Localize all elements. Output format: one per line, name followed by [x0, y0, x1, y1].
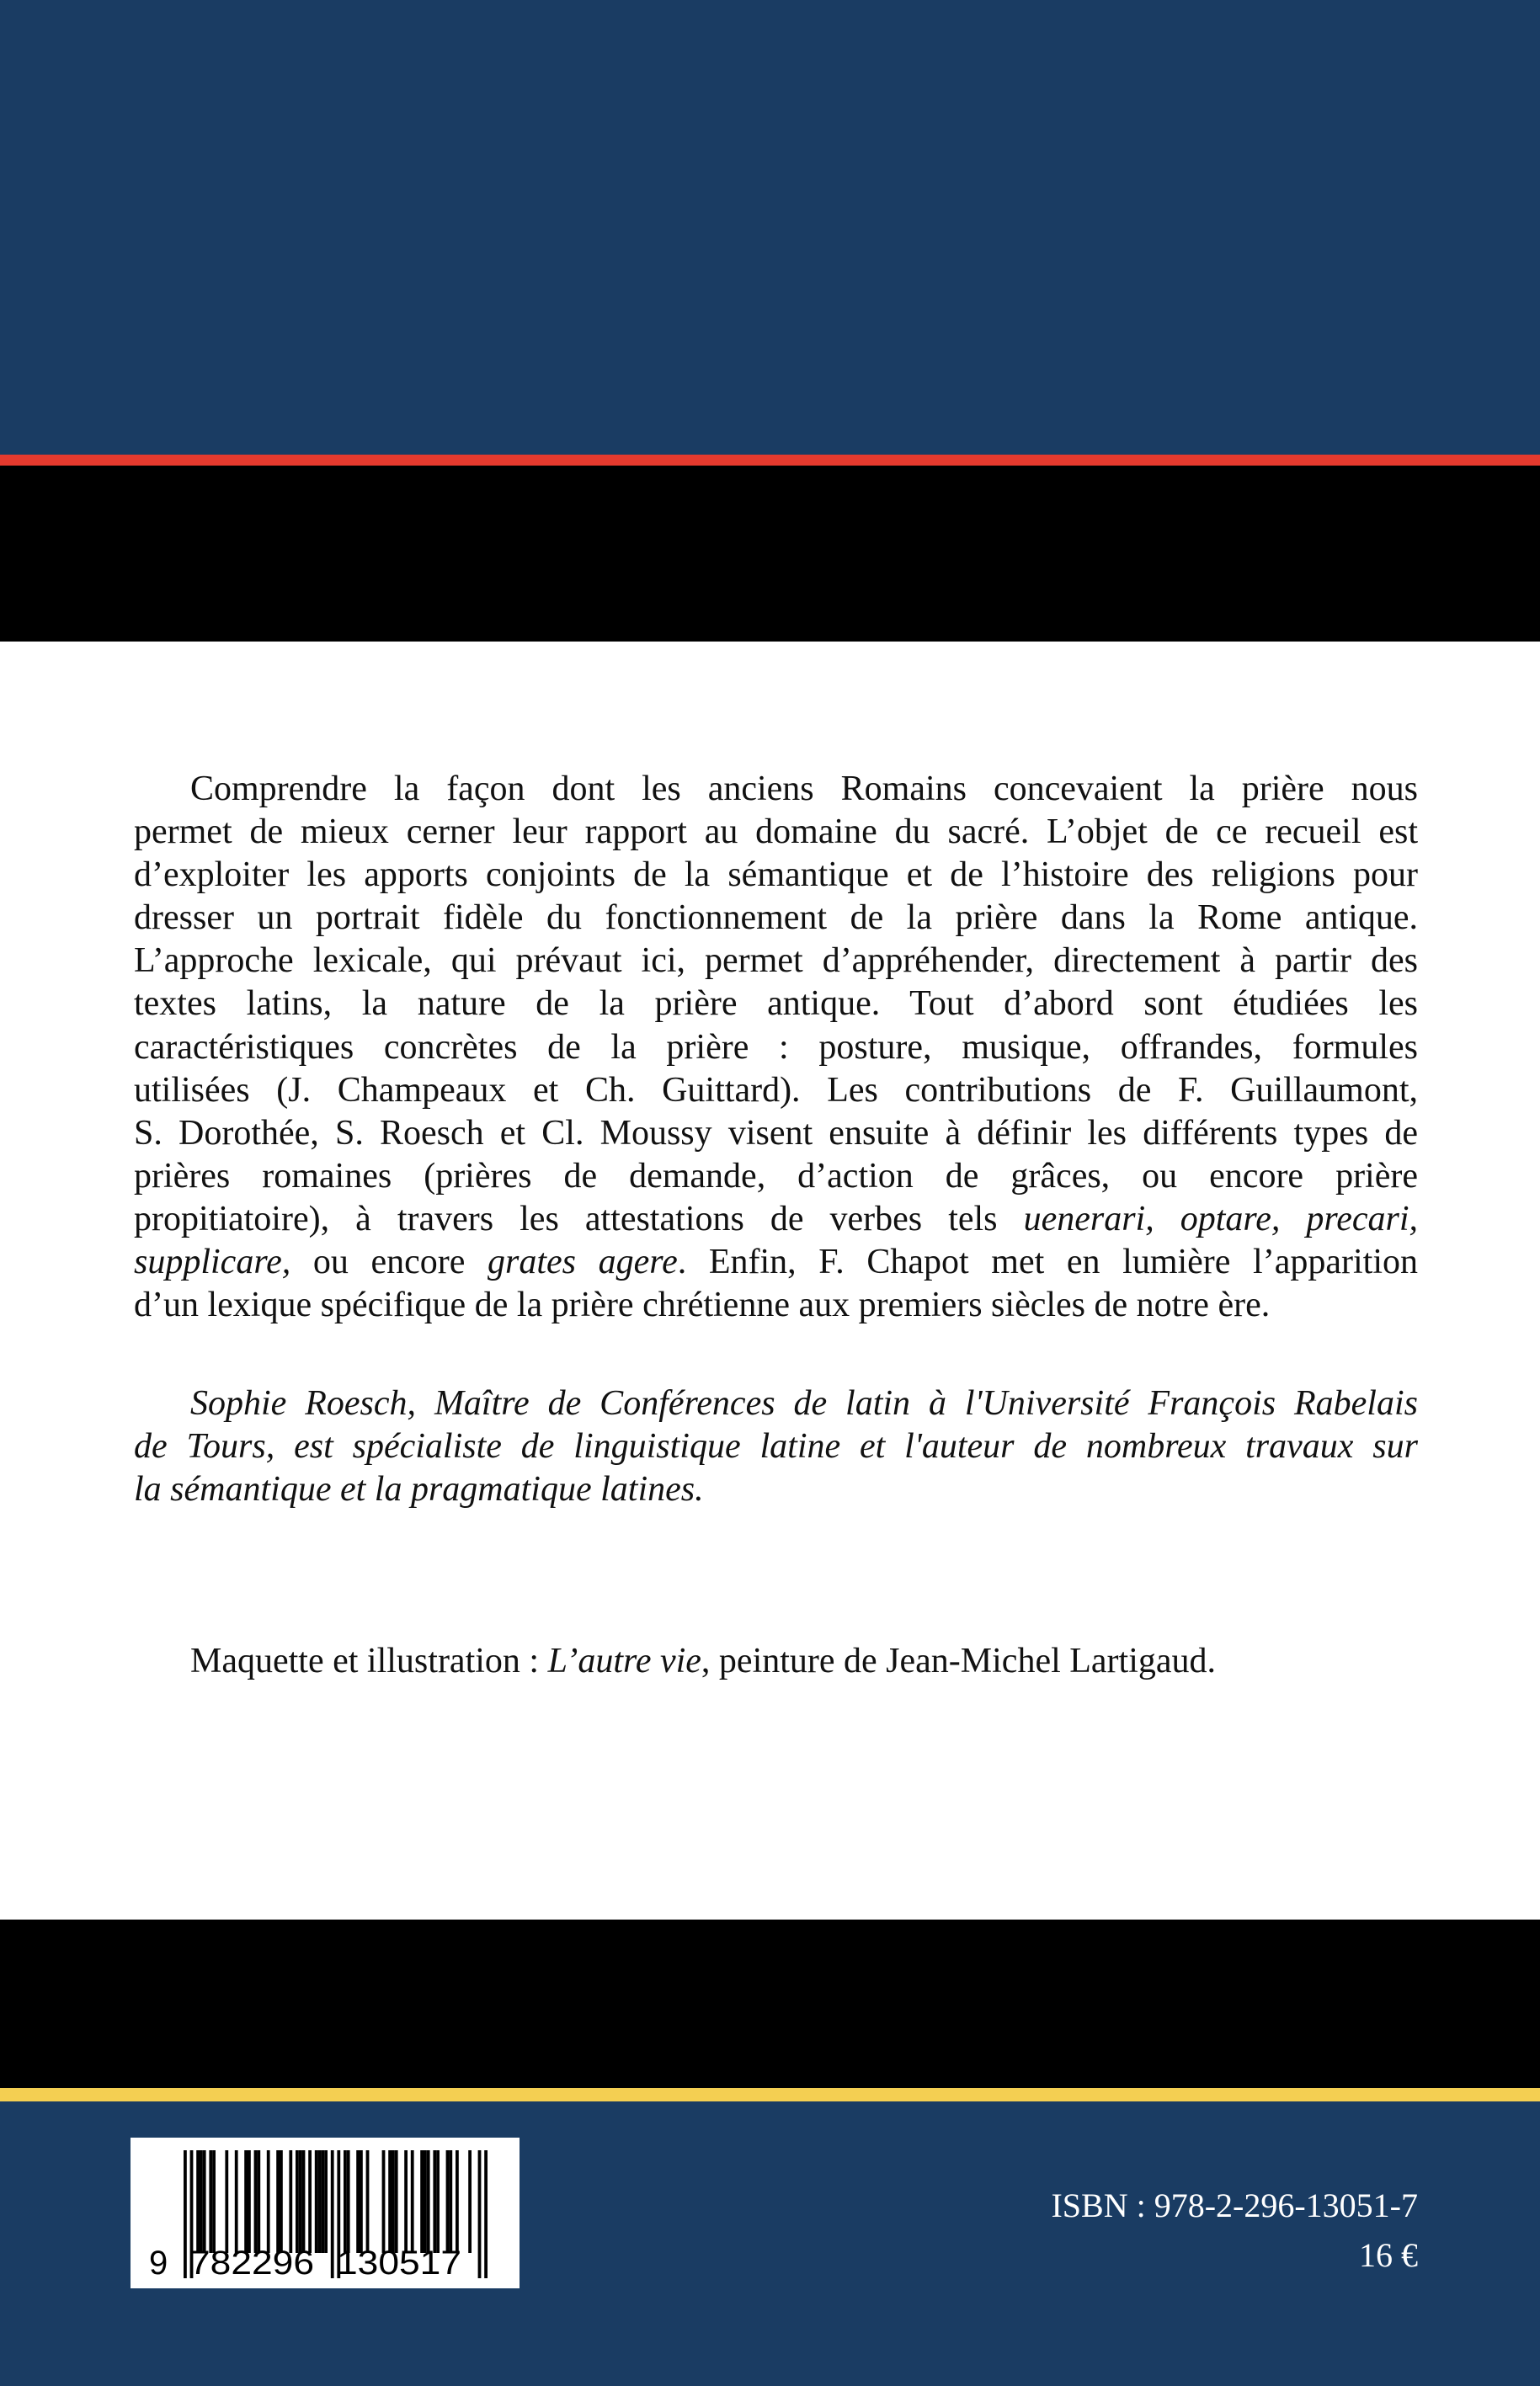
barcode-bar — [324, 2150, 328, 2253]
barcode-first-digit: 9 — [149, 2245, 168, 2282]
credit-suffix: , peinture de Jean-Michel Lartigaud. — [701, 1642, 1217, 1680]
text-segment: permet de mieux cerner leur rapport au domaine du sacré. L’objet de ce recueil est — [134, 812, 1418, 852]
barcode-bar — [209, 2150, 212, 2253]
barcode-bar — [299, 2150, 302, 2253]
barcode-bar — [302, 2150, 306, 2253]
barcode-bar — [203, 2150, 206, 2253]
barcode-bar — [456, 2150, 459, 2253]
cover-credit — [190, 1640, 1216, 1683]
text-segment: d’exploiter les apports conjoints de la sémantique et de l’histoire des religions pour — [134, 855, 1418, 895]
italic-term: grates agere — [488, 1243, 678, 1282]
text-line — [134, 1026, 1418, 1069]
credit-prefix: Maquette et illustration : — [190, 1642, 548, 1680]
barcode-bar — [395, 2150, 398, 2253]
text-line — [134, 768, 1418, 811]
barcode-bar — [411, 2150, 414, 2253]
barcode-bar — [289, 2150, 292, 2253]
summary-paragraph — [134, 768, 1418, 1327]
barcode-bar — [347, 2150, 350, 2253]
barcode-bar — [433, 2150, 436, 2253]
text-line — [134, 1425, 1418, 1468]
barcode-bar — [424, 2150, 427, 2253]
barcode-bar — [360, 2150, 363, 2253]
yellow-stripe — [0, 2088, 1540, 2101]
text-segment: caractéristiques concrètes de la prière : posture, musique, offrandes, formules — [134, 1027, 1418, 1067]
text-segment: la sémantique et la pragmatique latines. — [134, 1470, 704, 1510]
barcode-bar — [235, 2150, 238, 2253]
text-segment: L’approche lexicale, qui prévaut ici, permet d’appréhender, directement à partir des — [134, 941, 1418, 981]
barcode-left-digits: 782296 — [189, 2245, 314, 2282]
text-line — [134, 1241, 1418, 1284]
author-bio-paragraph — [134, 1382, 1418, 1511]
italic-term: supplicare, — [134, 1243, 291, 1282]
text-segment: utilisées (J. Champeaux et Ch. Guittard). Les contributions de F. Guillaumont, — [134, 1070, 1418, 1110]
text-line — [134, 1069, 1418, 1112]
text-segment: de Tours, est spécialiste de linguistique latine et l'auteur de nombreux travaux sur — [134, 1427, 1418, 1467]
text-segment: Comprendre la façon dont les anciens Romains concevaient la prière nous — [190, 770, 1418, 808]
barcode-bar — [382, 2150, 386, 2253]
barcode-bar — [356, 2150, 360, 2253]
barcode-bar — [318, 2150, 322, 2253]
text-segment: . Enfin, F. Chapot met en lumière l’apparition — [677, 1243, 1418, 1282]
barcode-bar — [254, 2150, 258, 2253]
barcode-bar — [321, 2150, 324, 2253]
text-line — [134, 1468, 1418, 1511]
text-line — [134, 1198, 1418, 1241]
barcode-bar — [449, 2150, 452, 2253]
italic-term: uenerari, optare, precari, — [1023, 1199, 1418, 1238]
top-black-band — [0, 466, 1540, 642]
barcode-bars — [131, 2138, 520, 2288]
text-segment: Sophie Roesch, Maître de Conférences de latin à l'Université François Rabelais — [190, 1384, 1418, 1423]
text-line — [134, 854, 1418, 897]
text-segment: propitiatoire), à travers les attestations de verbes tels — [134, 1199, 1024, 1238]
credit-title: L’autre vie — [547, 1642, 701, 1680]
text-line — [134, 1112, 1418, 1155]
text-line — [134, 983, 1418, 1025]
bottom-black-band — [0, 1920, 1540, 2088]
barcode-bar — [484, 2150, 488, 2278]
barcode-bar — [436, 2150, 440, 2253]
price: 16 € — [1359, 2236, 1418, 2274]
barcode-bar — [244, 2150, 248, 2253]
text-segment: textes latins, la nature de la prière antique. Tout d’abord sont étudiées les — [134, 984, 1418, 1024]
barcode-bar — [248, 2150, 251, 2253]
text-line — [134, 1284, 1418, 1327]
text-line — [134, 897, 1418, 940]
barcode-bar — [200, 2150, 203, 2253]
barcode-bar — [392, 2150, 395, 2253]
barcode-bar — [308, 2150, 312, 2253]
barcode-bar — [344, 2150, 347, 2253]
barcode-bar — [366, 2150, 370, 2253]
barcode — [131, 2138, 520, 2288]
text-segment: prières romaines (prières de demande, d’action de grâces, ou encore prière — [134, 1156, 1418, 1196]
text-line — [134, 1155, 1418, 1198]
text-segment: ou encore — [290, 1243, 488, 1282]
barcode-bar — [420, 2150, 424, 2253]
text-line — [134, 1382, 1418, 1425]
barcode-bar — [427, 2150, 430, 2253]
text-segment: S. Dorothée, S. Roesch et Cl. Moussy visent ensuite à définir les différents types de — [134, 1113, 1418, 1153]
barcode-bar — [404, 2150, 408, 2253]
barcode-bar — [468, 2150, 472, 2253]
barcode-bar — [225, 2150, 228, 2253]
barcode-bar — [331, 2150, 334, 2278]
barcode-bar — [196, 2150, 200, 2253]
barcode-bar — [184, 2150, 187, 2278]
barcode-bar — [296, 2150, 299, 2253]
barcode-right-digits: 130517 — [337, 2245, 461, 2282]
top-blue-band — [0, 0, 1540, 455]
barcode-bar — [478, 2150, 482, 2278]
barcode-bar — [315, 2150, 318, 2253]
barcode-bar — [280, 2150, 283, 2253]
isbn-number: ISBN : 978-2-296-13051-7 — [1051, 2186, 1418, 2224]
barcode-bar — [267, 2150, 270, 2253]
barcode-bar — [276, 2150, 280, 2253]
barcode-bar — [212, 2150, 216, 2253]
text-line — [134, 811, 1418, 854]
red-stripe — [0, 455, 1540, 466]
barcode-bar — [446, 2150, 450, 2253]
barcode-bar — [388, 2150, 392, 2253]
text-line — [134, 940, 1418, 983]
barcode-bar — [257, 2150, 260, 2253]
text-segment: dresser un portrait fidèle du fonctionnement de la prière dans la Rome antique. — [134, 898, 1418, 938]
text-segment: d’un lexique spécifique de la prière chrétienne aux premiers siècles de notre ère. — [134, 1286, 1271, 1325]
